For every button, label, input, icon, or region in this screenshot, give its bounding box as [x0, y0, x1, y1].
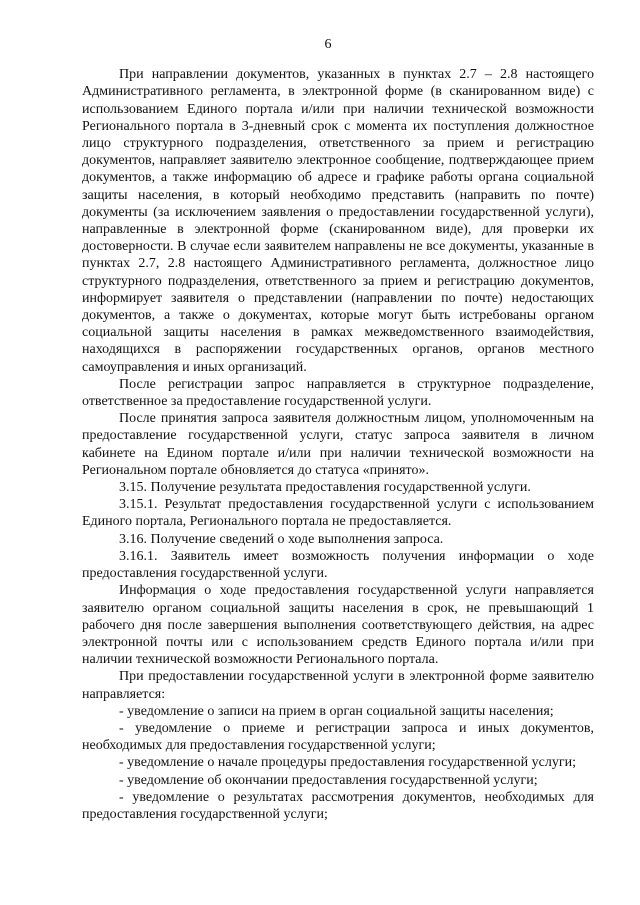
paragraph-document-submission: При направлении документов, указанных в пунктах 2.7 – 2.8 настоящего Административного регламента, в электронной форме (в сканированном виде) с использованием Единого портала и/или при наличии технической возможности Регионального портала в 3-дневный срок с момента их поступления должностное лицо структурного подразделения, ответственного за прием и регистрацию документов, направляет заявителю электронное сообщение, подтверждающее прием документов, а также информацию об адресе и графике работы органа социальной защиты населения, в который необходимо представить (направить по почте) документы (за исключением заявления о предоставлении государственной услуги), направленные в электронной форме (сканированном виде), для проверки их достоверности. В случае если заявителем направлены не все документы, указанные в пунктах 2.7, 2.8 настоящего Административного регламента, должностное лицо структурного подразделения, ответственного за прием и регистрацию документов, информирует заявителя о представлении (направлении по почте) недостающих документов, а также о документах, которые могут быть истребованы органом социальной защиты населения в рамках межведомственного взаимодействия, находящихся в распоряжении государственных органов, органов местного самоуправления и иных организаций.	[82, 67, 594, 375]
page-number: 6	[324, 37, 332, 52]
paragraph-after-registration: После регистрации запрос направляется в структурное подразделение, ответственное за предоставление государственной услуги.	[82, 376, 594, 410]
list-item-notification: - уведомление о результатах рассмотрения документов, необходимых для предоставления государственной услуги;	[82, 789, 594, 822]
list-item-notification: - уведомление о приеме и регистрации запроса и иных документов, необходимых для предоставления государственной услуги;	[82, 720, 594, 754]
paragraph-progress-info: Информация о ходе предоставления государственной услуги направляется заявителю органом социальной защиты населения в срок, не превышающий 1 рабочего дня после завершения выполнения соответствующего действия, на адрес электронной почты или с использованием средств Единого портала и/или при наличии технической возможности Регионального портала.	[82, 583, 594, 668]
paragraph-section-3-16: 3.16. Получение сведений о ходе выполнения запроса.	[119, 531, 444, 547]
paragraph-section-3-15-1: 3.15.1. Результат предоставления государственной услуги с использованием Единого портала, Регионального портала не предоставляется.	[82, 497, 594, 530]
paragraph-section-3-16-1: 3.16.1. Заявитель имеет возможность получения информации о ходе предоставления государственной услуги.	[82, 548, 594, 582]
paragraph-section-3-15: 3.15. Получение результата предоставления государственной услуги.	[119, 480, 531, 496]
list-item-notification: - уведомление о начале процедуры предоставления государственной услуги;	[119, 755, 576, 771]
paragraph-after-acceptance: После принятия запроса заявителя должностным лицом, уполномоченным на предоставление государственной услуги, статус запроса заявителя в личном кабинете на Едином портале и/или при наличии технической возможности на Региональном портале обновляется до статуса «принято».	[82, 411, 594, 478]
list-item-notification: - уведомление о записи на прием в орган социальной защиты населения;	[119, 703, 554, 719]
list-item-notification: - уведомление об окончании предоставления государственной услуги;	[119, 772, 538, 788]
paragraph-notifications-intro: При предоставлении государственной услуги в электронной форме заявителю направляется:	[82, 669, 594, 702]
